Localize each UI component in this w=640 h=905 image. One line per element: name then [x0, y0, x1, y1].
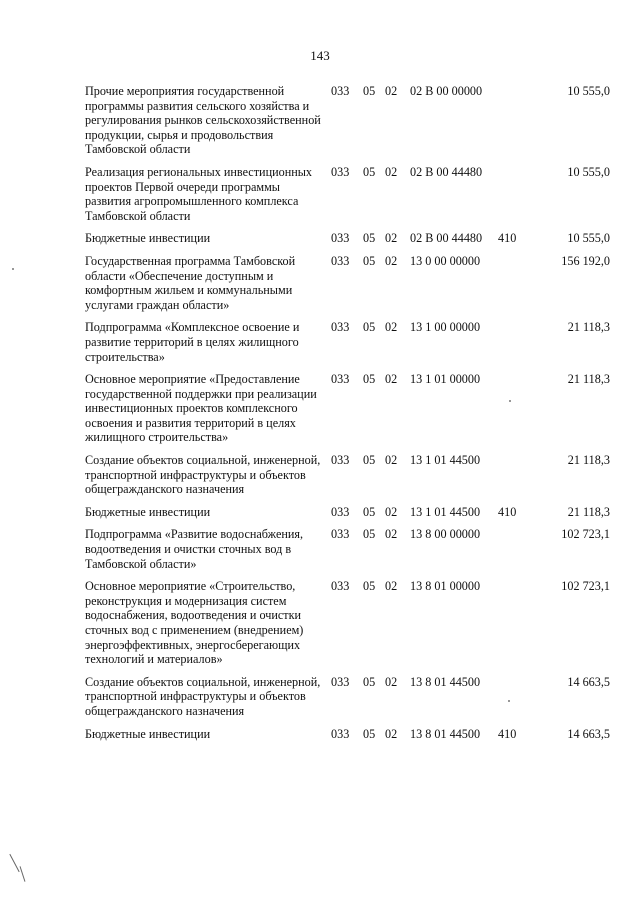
section-code: 05 — [363, 253, 376, 268]
subsection-code: 02 — [385, 579, 398, 594]
row-name: Реализация региональных инвестиционных проектов Первой очереди программы развития агропромышленного комплекса Тамбовской области — [85, 164, 313, 223]
expense-type-code: 410 — [498, 504, 517, 519]
ministry-code: 033 — [331, 579, 350, 594]
subsection-code: 02 — [385, 527, 398, 542]
section-code: 05 — [363, 453, 376, 468]
section-code: 05 — [363, 320, 376, 335]
amount-value: 21 118,3 — [567, 320, 610, 335]
budget-table — [0, 84, 640, 749]
ministry-code: 033 — [331, 726, 350, 741]
table-row — [0, 579, 640, 667]
subsection-code: 02 — [385, 726, 398, 741]
scan-mark — [20, 866, 26, 882]
target-article-code: 02 В 00 44480 — [410, 164, 483, 179]
page-number: 143 — [310, 48, 330, 63]
ministry-code: 033 — [331, 84, 350, 98]
amount-value: 21 118,3 — [567, 453, 610, 468]
scan-speck — [12, 268, 14, 270]
expense-type-code: 410 — [498, 726, 517, 741]
section-code: 05 — [363, 231, 376, 246]
amount-value: 10 555,0 — [567, 231, 610, 246]
target-article-code: 13 0 00 00000 — [410, 253, 481, 268]
row-name: Создание объектов социальной, инженерной, транспортной инфраструктуры и объектов общегражданского назначения — [85, 453, 321, 497]
ministry-code: 033 — [331, 527, 350, 542]
row-name: Подпрограмма «Комплексное освоение и развитие территорий в целях жилищного строительства» — [85, 320, 300, 364]
section-code: 05 — [363, 674, 376, 689]
amount-value: 14 663,5 — [567, 674, 610, 689]
section-code: 05 — [363, 504, 376, 519]
ministry-code: 033 — [331, 453, 350, 468]
ministry-code: 033 — [331, 504, 350, 519]
subsection-code: 02 — [385, 674, 398, 689]
subsection-code: 02 — [385, 453, 398, 468]
table-row — [0, 527, 640, 571]
amount-value: 21 118,3 — [567, 504, 610, 519]
row-name: Прочие мероприятия государственной программы развития сельского хозяйства и регулирования рынков сельскохозяйственной продукции, сырья и продовольствия Тамбовской области — [85, 84, 321, 157]
amount-value: 14 663,5 — [567, 726, 610, 741]
table-row — [0, 84, 640, 157]
subsection-code: 02 — [385, 231, 398, 246]
table-row — [0, 453, 640, 497]
target-article-code: 13 8 01 00000 — [410, 579, 481, 594]
table-row — [0, 231, 640, 246]
table-row — [0, 320, 640, 364]
ministry-code: 033 — [331, 372, 350, 387]
amount-value: 21 118,3 — [567, 372, 610, 387]
subsection-code: 02 — [385, 372, 398, 387]
subsection-code: 02 — [385, 320, 398, 335]
row-name: Бюджетные инвестиции — [85, 504, 211, 519]
table-row — [0, 727, 640, 742]
target-article-code: 13 1 01 44500 — [410, 453, 481, 468]
subsection-code: 02 — [385, 504, 398, 519]
ministry-code: 033 — [331, 253, 350, 268]
target-article-code: 13 1 00 00000 — [410, 320, 481, 335]
subsection-code: 02 — [385, 164, 398, 179]
amount-value: 156 192,0 — [561, 253, 610, 268]
row-name: Основное мероприятие «Предоставление государственной поддержки при реализации инвестиционных проектов комплексного освоения и развития территорий в целях жилищного строительства» — [85, 372, 317, 445]
table-row — [0, 372, 640, 445]
row-name: Основное мероприятие «Строительство, реконструкция и модернизация систем водоснабжения, водоотведения и очистки сточных вод с применением (внедрением) энергоэффективных, энергосберегающих технологий и материалов» — [85, 579, 304, 667]
expense-type-code: 410 — [498, 231, 517, 246]
scan-mark — [9, 854, 19, 872]
amount-value: 102 723,1 — [561, 527, 610, 542]
ministry-code: 033 — [331, 164, 350, 179]
scan-speck — [509, 400, 511, 402]
target-article-code: 13 1 01 44500 — [410, 504, 481, 519]
amount-value: 102 723,1 — [561, 579, 610, 594]
target-article-code: 02 В 00 00000 — [410, 84, 483, 98]
row-name: Подпрограмма «Развитие водоснабжения, водоотведения и очистки сточных вод в Тамбовской области» — [85, 527, 304, 571]
ministry-code: 033 — [331, 231, 350, 246]
section-code: 05 — [363, 164, 376, 179]
section-code: 05 — [363, 84, 376, 98]
target-article-code: 13 1 01 00000 — [410, 372, 481, 387]
section-code: 05 — [363, 726, 376, 741]
ministry-code: 033 — [331, 320, 350, 335]
table-row — [0, 254, 640, 312]
ministry-code: 033 — [331, 674, 350, 689]
section-code: 05 — [363, 372, 376, 387]
table-row — [0, 505, 640, 520]
row-name: Бюджетные инвестиции — [85, 726, 211, 741]
row-name: Создание объектов социальной, инженерной, транспортной инфраструктуры и объектов общегражданского назначения — [85, 674, 321, 718]
section-code: 05 — [363, 527, 376, 542]
amount-value: 10 555,0 — [567, 164, 610, 179]
target-article-code: 13 8 01 44500 — [410, 726, 481, 741]
amount-value: 10 555,0 — [567, 84, 610, 98]
row-name: Государственная программа Тамбовской области «Обеспечение доступным и комфортным жильем и коммунальными услугами граждан области» — [85, 253, 296, 312]
section-code: 05 — [363, 579, 376, 594]
table-row — [0, 165, 640, 223]
subsection-code: 02 — [385, 253, 398, 268]
target-article-code: 13 8 01 44500 — [410, 674, 481, 689]
target-article-code: 13 8 00 00000 — [410, 527, 481, 542]
scan-speck — [508, 700, 510, 702]
target-article-code: 02 В 00 44480 — [410, 231, 483, 246]
subsection-code: 02 — [385, 84, 398, 98]
row-name: Бюджетные инвестиции — [85, 231, 211, 246]
table-row — [0, 675, 640, 719]
